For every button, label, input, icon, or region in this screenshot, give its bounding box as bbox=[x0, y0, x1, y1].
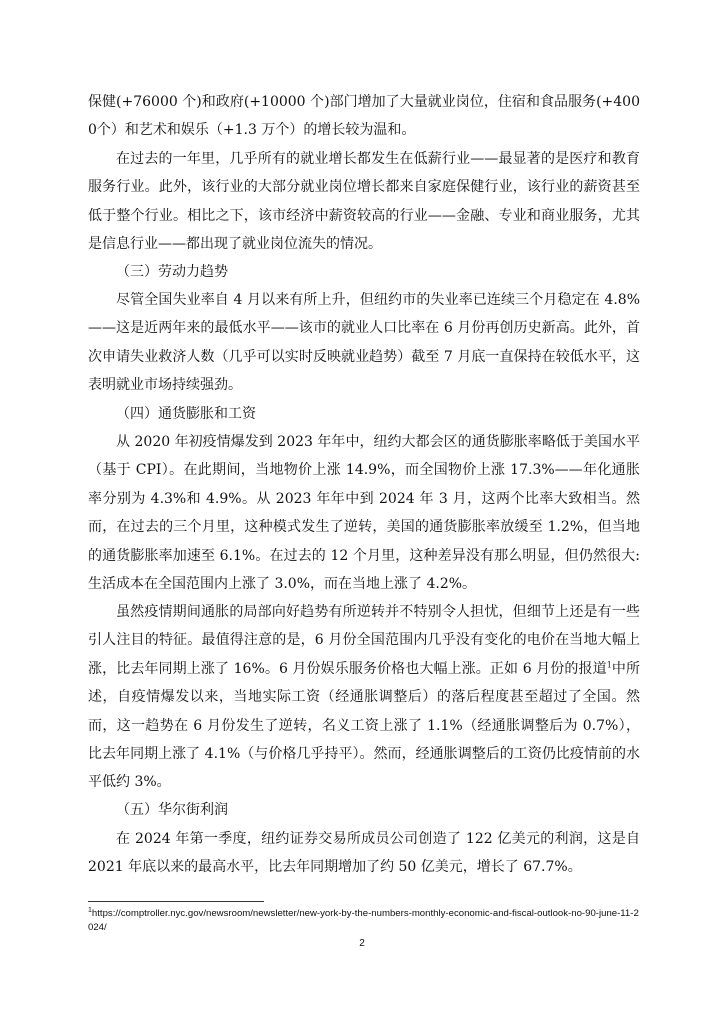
paragraph-sector-growth: 保健(+76000 个)和政府(+10000 个)部门增加了大量就业岗位，住宿和食品服务(+4000个）和艺术和娱乐（+1.3 万个）的增长较为温和。 bbox=[88, 94, 640, 139]
heading-wall-street: （五）华尔街利润 bbox=[116, 802, 228, 818]
paragraph-unemployment: 尽管全国失业率自 4 月以来有所上升，但纽约市的失业率已连续三个月稳定在 4.8%——这是近两年来的最低水平——该市的就业人口比率在 6 月份再创历史新高。此外，首次申请失业救济人数（几乎可以实时反映就业趋势）截至 7 月底一直保持在较低水平，这表明就业市场持续强劲。 bbox=[88, 292, 640, 394]
heading-labor-trends: （三）劳动力趋势 bbox=[116, 264, 228, 280]
paragraph-wages-part1: 虽然疫情期间通胀的局部向好趋势有所逆转并不特别令人担忧，但细节上还是有一些引人注目的特征。最值得注意的是，6 月份全国范围内几乎没有变化的电价在当地大幅上涨，比去年同期上涨了 16%。6 月份娱乐服务价格也大幅上涨。正如 6 月份的报道 bbox=[88, 604, 640, 677]
paragraph-low-wage-growth: 在过去的一年里，几乎所有的就业增长都发生在低薪行业——最显著的是医疗和教育服务行业。此外，该行业的大部分就业岗位增长都来自家庭保健行业，该行业的薪资甚至低于整个行业。相比之下，该市经济中薪资较高的行业——金融、专业和商业服务，尤其是信息行业——都出现了就业岗位流失的情况。 bbox=[88, 151, 640, 253]
footnote-link[interactable]: https://comptroller.nyc.gov/newsroom/newsletter/new-york-by-the-numbers-monthly-economic-and-fiscal-outlook-no-90-june-11-2024/ bbox=[88, 908, 639, 933]
page-number: 2 bbox=[359, 938, 365, 949]
heading-inflation-wages: （四）通货膨胀和工资 bbox=[116, 406, 256, 422]
paragraph-wages bbox=[88, 598, 640, 797]
footnote-divider bbox=[88, 901, 264, 902]
footnote-marker: 1 bbox=[88, 906, 92, 914]
paragraph-wages-part2: 中所述，自疫情爆发以来，当地实际工资（经通胀调整后）的落后程度甚至超过了全国。然而，这一趋势在 6 月份发生了逆转，名义工资上涨了 1.1%（经通胀调整后为 0.7%），比去年同期上涨了 4.1%（与价格几乎持平）。然而，经通胀调整后的工资仍比疫情前的水平低约 3%。 bbox=[88, 660, 641, 791]
paragraph-wall-street-profits: 在 2024 年第一季度，纽约证券交易所成员公司创造了 122 亿美元的利润，这是自 2021 年底以来的最高水平，比去年同期增加了约 50 亿美元，增长了 67.7%。 bbox=[88, 831, 640, 876]
footnote-reference[interactable]: 1 bbox=[606, 660, 612, 670]
paragraph-inflation-cpi: 从 2020 年初疫情爆发到 2023 年年中，纽约大都会区的通货膨胀率略低于美国水平（基于 CPI）。在此期间，当地物价上涨 14.9%，而全国物价上涨 17.3%——年化通胀率分别为 4.3%和 4.9%。从 2023 年年中到 2024 年 3 月，这两个比率大致相当。然而，在过去的三个月里，这种模式发生了逆转，美国的通货膨胀率放缓至 1.2%，但当地的通货膨胀率加速至 6.1%。在过去的 12 个月里，这种差异没有那么明显，但仍然很大:生活成本在全国范围内上涨了 3.0%，而在当地上涨了 4.2%。 bbox=[88, 434, 640, 593]
footnote bbox=[88, 907, 640, 935]
